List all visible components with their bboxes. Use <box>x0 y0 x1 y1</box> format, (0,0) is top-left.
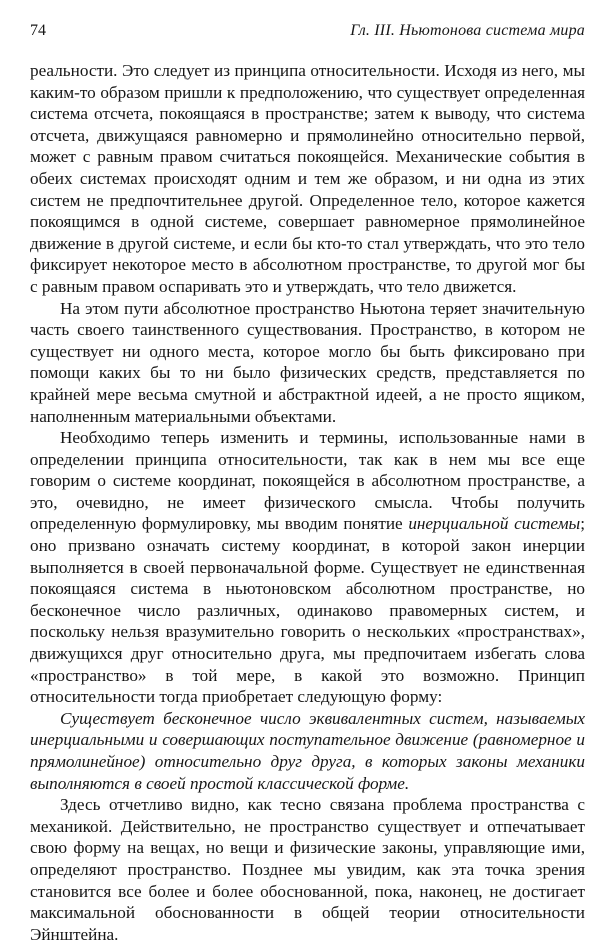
paragraph: На этом пути абсолютное пространство Ньютона теряет значительную часть своего таинственного существования. Пространство, в котором не существует ни одного места, которое могло бы быть фиксировано при помощи каких бы то ни было физических средств, представляется по крайней мере весьма смутной и абстрактной идеей, а не просто ящиком, наполненным материальными объектами. <box>30 298 585 426</box>
paragraph: Здесь отчетливо видно, как тесно связана проблема пространства с механикой. Действительно, не пространство существует и отпечатывает свою форму на вещах, но вещи и физические законы, управляющие ими, определяют пространство. Позднее мы увидим, как эта точка зрения становится все более и более обоснованной, пока, наконец, не достигает максимальной обоснованности в общей теории относительности Эйнштейна. <box>30 795 585 944</box>
paragraph-text: Необходимо теперь изменить и термины, использованные нами в определении принципа относительности, так как в нем мы все еще говорим о системе координат, покоящейся в абсолютном пространстве, а это, очевидно, не имеет физического смысла. Чтобы получить определенную формулировку, мы вводим понятие <box>30 428 585 534</box>
body-text <box>30 60 585 945</box>
book-page <box>30 18 585 945</box>
page-header <box>30 18 585 46</box>
page-number: 74 <box>30 22 46 39</box>
running-head: Гл. III. Ньютонова система мира <box>350 22 585 39</box>
paragraph <box>30 427 585 708</box>
principle-statement: Существует бесконечное число эквивалентных систем, называемых инерциальными и совершающих поступательное движение (равномерное и прямолинейное) относительно друг друга, в которых законы механики выполняются в своей простой классической форме. <box>30 708 585 793</box>
paragraph-text: ; оно призвано означать систему координат, в которой закон инерции выполняется в своей первоначальной форме. Существует не единственная покоящаяся система в ньютоновском абсолютном пространстве, но бесконечное число различных, одинаково правомерных систем, и поскольку нельзя вразумительно говорить о нескольких «пространствах», движущихся друг относительно друга, мы предпочитаем избегать слова «пространство» в той мере, в какой это возможно. Принцип относительности тогда приобретает следующую форму: <box>30 514 585 707</box>
emphasized-term: инерциальной системы <box>408 514 581 534</box>
paragraph: реальности. Это следует из принципа относительности. Исходя из него, мы каким-то образом пришли к предположению, что существует определенная система отсчета, покоящаяся в пространстве; затем к выводу, что система отсчета, движущаяся равномерно и прямолинейно относительно первой, может с равным правом считаться покоящейся. Механические события в обеих системах происходят одним и тем же образом, и ни одна из этих систем не предпочтительнее другой. Определенное тело, которое кажется покоящимся в одной системе, совершает равномерное прямолинейное движение в другой системе, и если бы кто-то стал утверждать, что это тело фиксирует некоторое место в абсолютном пространстве, то другой мог бы с равным правом оспаривать это и утверждать, что тело движется. <box>30 61 585 296</box>
